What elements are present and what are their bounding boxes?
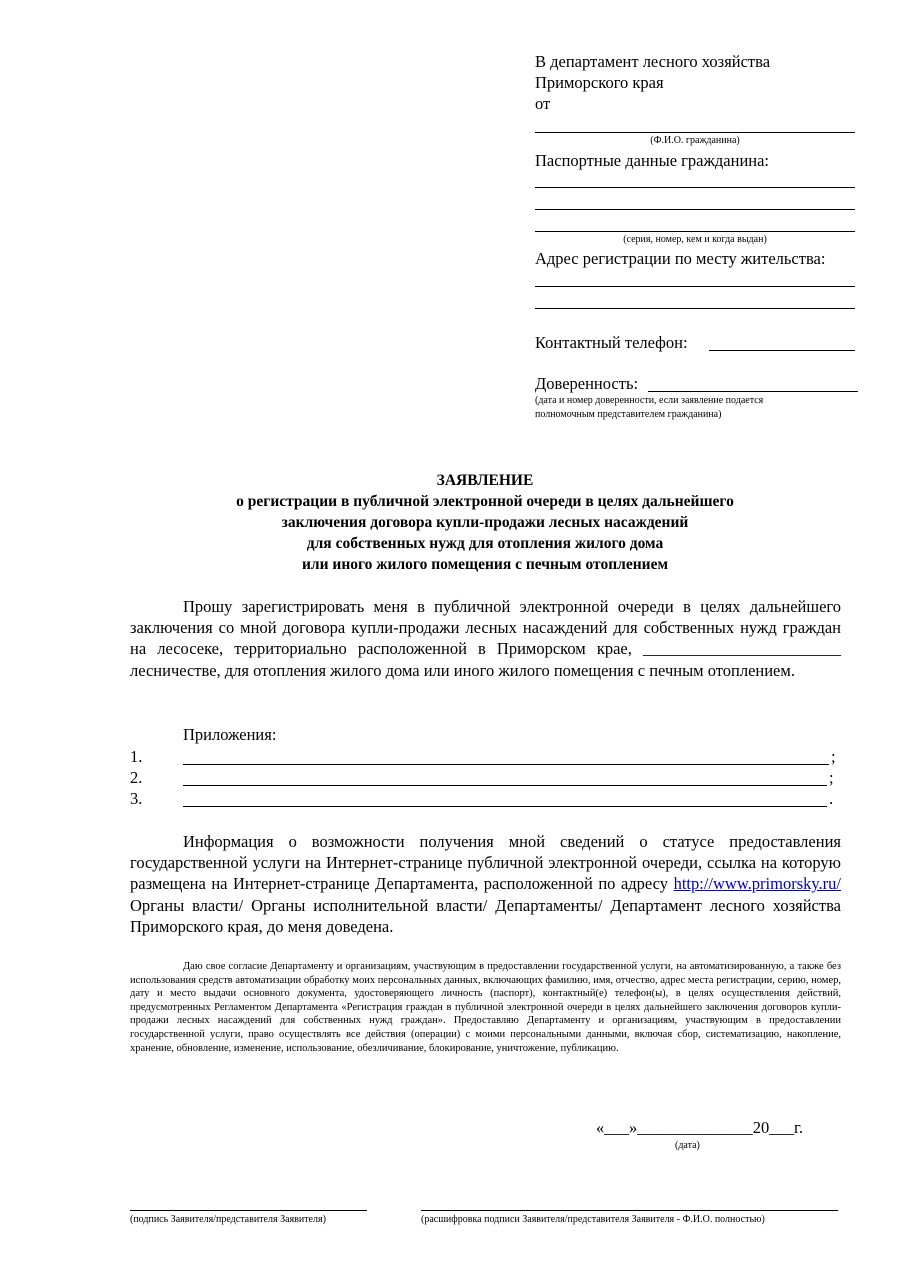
forestry-blank[interactable]: ________________________ bbox=[643, 639, 841, 659]
proxy-caption-line-2: полномочным представителем гражданина) bbox=[535, 409, 722, 420]
title-line-3: для собственных нужд для отопления жилого дома bbox=[306, 535, 664, 552]
document-title bbox=[130, 470, 840, 575]
attachments-label: Приложения: bbox=[183, 725, 277, 744]
info-text-part-1: Информация о возможности получения мной сведений о статусе предоставления государственной услуги на Интернет-странице публичной электронной очереди, ссылка на которую размещена на Интернет-странице Департамента, расположенной по адресу bbox=[130, 832, 841, 894]
signature-caption: (подпись Заявителя/представителя Заявителя) bbox=[130, 1214, 326, 1225]
request-text-part-1: Прошу зарегистрировать меня в публичной электронной очереди в целях дальнейшего заключения со мной договора купли-продажи лесных насаждений для собственных нужд граждан на лесосеке, территориально расположенной в Приморском крае, bbox=[130, 597, 841, 659]
request-paragraph bbox=[130, 596, 841, 681]
date-caption: (дата) bbox=[675, 1140, 700, 1151]
title-line-2: заключения договора купли-продажи лесных насаждений bbox=[281, 514, 689, 531]
phone-label: Контактный телефон: bbox=[535, 333, 688, 352]
attachment-end-3: . bbox=[829, 789, 834, 808]
attachment-end-1: ; bbox=[831, 747, 836, 766]
addressee-line-2: Приморского края bbox=[535, 73, 664, 92]
proxy-field-line[interactable] bbox=[648, 391, 858, 392]
from-label: от bbox=[535, 94, 551, 113]
passport-caption: (серия, номер, кем и когда выдан) bbox=[623, 234, 767, 245]
proxy-caption-line-1: (дата и номер доверенности, если заявление подается bbox=[535, 395, 764, 406]
signature-field-line[interactable] bbox=[130, 1210, 367, 1211]
address-field-line-2[interactable] bbox=[535, 308, 855, 309]
fio-caption: (Ф.И.О. гражданина) bbox=[650, 135, 740, 146]
address-label: Адрес регистрации по месту жительства: bbox=[535, 249, 826, 268]
phone-field-line[interactable] bbox=[709, 350, 855, 351]
info-paragraph bbox=[130, 831, 841, 937]
signature-decoding-field-line[interactable] bbox=[421, 1210, 838, 1211]
addressee-line-1: В департамент лесного хозяйства bbox=[535, 52, 771, 71]
passport-label: Паспортные данные гражданина: bbox=[535, 151, 770, 170]
title-line-1: о регистрации в публичной электронной очереди в целях дальнейшего bbox=[236, 493, 734, 510]
proxy-label: Доверенность: bbox=[535, 374, 639, 393]
attachment-number-2: 2. bbox=[130, 768, 143, 787]
consent-paragraph: Даю свое согласие Департаменту и организациям, участвующим в предоставлении государственной услуги, на автоматизированную, а также без использования средств автоматизации обработку моих персональных данных, включающих фамилию, имя, отчество, адрес места регистрации, серию, номер, дату и место выдачи основного документа, удостоверяющего личность (паспорт), контактный(е) телефон(ы), в целях осуществления действий, предусмотренных Регламентом Департамента «Регистрация граждан в публичной электронной очереди в целях дальнейшего заключения договоров купли-продажи лесных насаждений для собственных нужд граждан». Предоставляю Департаменту и организациям, участвующим в предоставлении государственной услуги, право осуществлять все действия (операции) с моими персональными данными, включая сбор, систематизацию, накопление, хранение, обновление, изменение, использование, обезличивание, блокирование, уничтожение, публикацию. bbox=[130, 961, 841, 1054]
attachment-number-1: 1. bbox=[130, 747, 143, 766]
passport-field-line-1[interactable] bbox=[535, 187, 855, 188]
title-heading: ЗАЯВЛЕНИЕ bbox=[436, 472, 534, 489]
passport-field-line-2[interactable] bbox=[535, 209, 855, 210]
signature-decoding-caption: (расшифровка подписи Заявителя/представителя Заявителя - Ф.И.О. полностью) bbox=[421, 1214, 765, 1225]
fio-field-line[interactable] bbox=[535, 132, 855, 133]
primorsky-link[interactable]: http://www.primorsky.ru/ bbox=[673, 874, 841, 894]
title-line-4: или иного жилого помещения с печным отоплением bbox=[301, 556, 669, 573]
attachment-field-line-1[interactable] bbox=[183, 764, 829, 765]
attachment-number-3: 3. bbox=[130, 789, 143, 808]
attachment-field-line-2[interactable] bbox=[183, 785, 827, 786]
passport-field-line-3[interactable] bbox=[535, 231, 855, 232]
attachment-end-2: ; bbox=[829, 768, 834, 787]
request-text-part-2: лесничестве, для отопления жилого дома или иного жилого помещения с печным отоплением. bbox=[130, 660, 795, 680]
info-text-part-2: Органы власти/ Органы исполнительной власти/ Департаменты/ Департамент лесного хозяйства Приморского края, до меня доведена. bbox=[130, 895, 841, 936]
address-field-line-1[interactable] bbox=[535, 286, 855, 287]
date-line[interactable]: «___»______________20___г. bbox=[596, 1118, 804, 1137]
attachment-field-line-3[interactable] bbox=[183, 806, 827, 807]
